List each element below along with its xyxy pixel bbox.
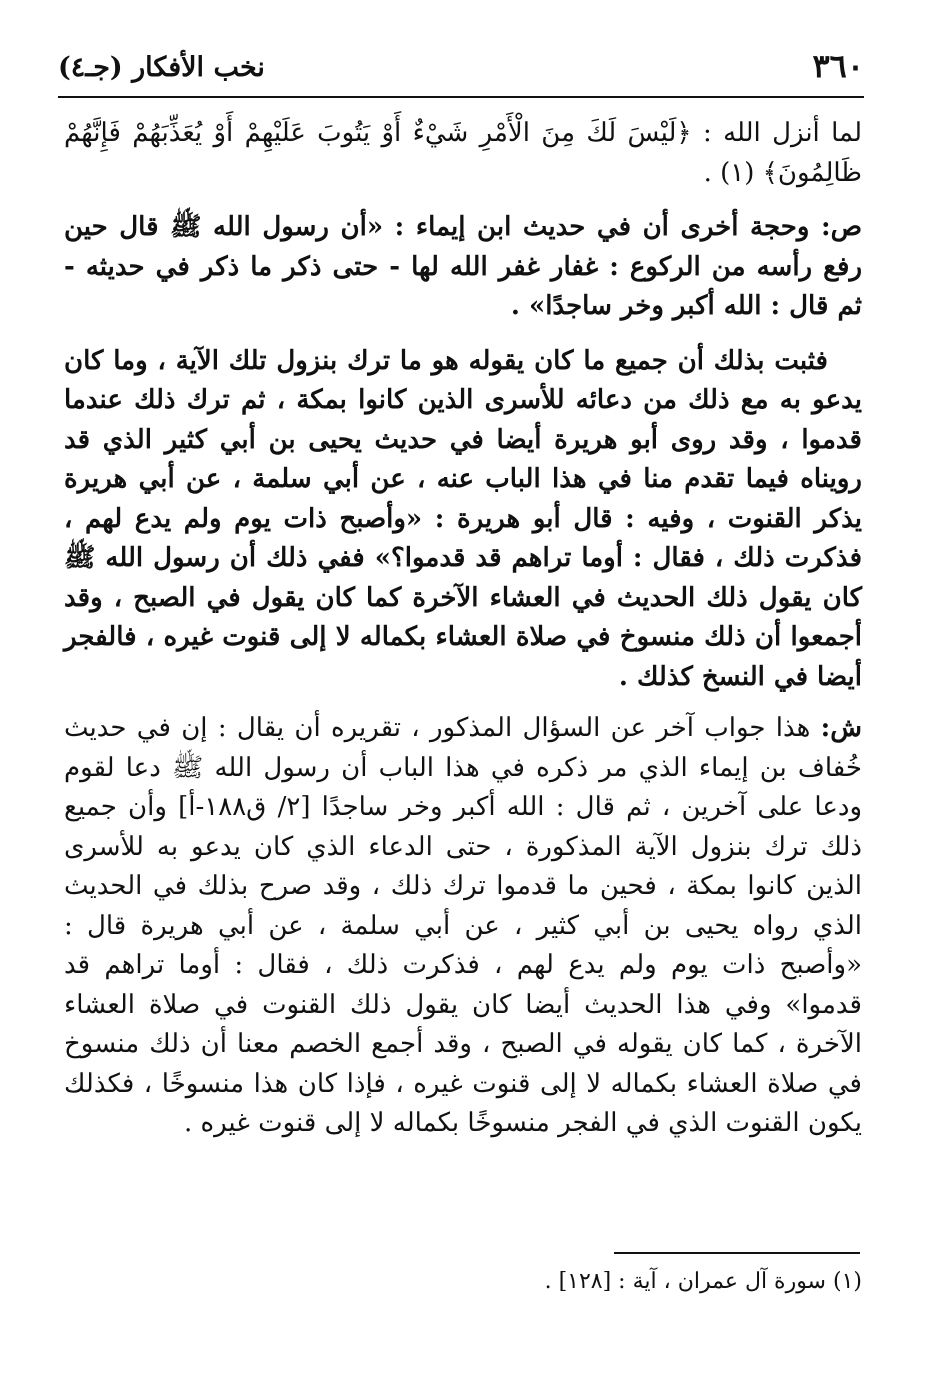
page-number: ٣٦٠	[812, 47, 864, 85]
matn-paragraph	[64, 208, 862, 327]
paragraph-text: هذا جواب آخر عن السؤال المذكور ، تقريره أن يقال : إن في حديث خُفاف بن إيماء الذي مر ذكره في هذا الباب أن رسول الله ﷺ دعا لقوم ودعا على آخرين ، ثم قال : الله أكبر وخر ساجدًا [٢/ ق١٨٨-أ] وأن جميع ذلك ترك بنزول الآية المذكورة ، حتى الدعاء الذي كان يدعو به للأسرى الذين كانوا بمكة ، فحين ما قدموا ترك ذلك ، وقد صرح بذلك في الحديث الذي رواه يحيى بن أبي كثير ، عن أبي سلمة ، عن أبي هريرة قال : «وأصبح ذات يوم ولم يدع لهم ، فذكرت ذلك ، فقال : أوما تراهم قد قدموا» وفي هذا الحديث أيضا كان يقول ذلك القنوت في صلاة العشاء الآخرة ، كما كان يقوله في الصبح ، وقد أجمع الخصم معنا أن ذلك منسوخ في صلاة العشاء بكماله لا إلى قنوت غيره ، فإذا كان هذا منسوخًا ، فكذلك يكون القنوت الذي في الفجر منسوخًا بكماله لا إلى قنوت غيره .	[64, 713, 862, 1138]
running-title: نخب الأفكار (جـ٤)	[58, 52, 265, 83]
paragraph-gap	[64, 697, 862, 709]
quran-verse-paragraph	[64, 114, 862, 193]
sharh-marker: ش:	[820, 713, 862, 743]
paragraph-text: فثبت بذلك أن جميع ما كان يقوله هو ما ترك بنزول تلك الآية ، وما كان يدعو به مع ذلك من دعائه للأسرى الذين كانوا بمكة ، ثم ترك ذلك عندما قدموا ، وقد روى أبو هريرة أيضا في حديث يحيى بن أبي كثير الذي قد رويناه فيما تقدم منا في هذا الباب عنه ، عن أبي سلمة ، عن أبي هريرة يذكر القنوت ، وفيه : قال أبو هريرة : «وأصبح ذات يوم ولم يدع لهم ، فذكرت ذلك ، فقال : أوما تراهم قد قدموا؟» ففي ذلك أن رسول الله ﷺ كان يقول ذلك الحديث في العشاء الآخرة كما كان يقول في الصبح ، وقد أجمعوا أن ذلك منسوخ في صلاة العشاء بكماله لا إلى قنوت غيره ، فالفجر أيضا في النسخ كذلك .	[64, 345, 862, 692]
footnote: (١) سورة آل عمران ، آية : [١٢٨] .	[544, 1269, 862, 1294]
body-text	[64, 114, 862, 1144]
sharh-paragraph	[64, 709, 862, 1144]
paragraph-gap	[64, 327, 862, 342]
header-rule	[58, 96, 864, 98]
paragraph-text: وحجة أخرى أن في حديث ابن إيماء : «أن رسول الله ﷺ قال حين رفع رأسه من الركوع : غفار غفر الله لها - حتى ذكر ما ذكر في حديثه - ثم قال : الله أكبر وخر ساجدًا» .	[64, 212, 862, 321]
matn-marker: ص:	[820, 212, 862, 242]
paragraph-text: لما أنزل الله : ﴿لَيْسَ لَكَ مِنَ الْأَمْرِ شَيْءٌ أَوْ يَتُوبَ عَلَيْهِمْ أَوْ يُعَذِّبَهُمْ فَإِنَّهُمْ ظَالِمُونَ﴾ (١) .	[64, 118, 862, 188]
footnote-rule	[614, 1252, 860, 1254]
matn-continuation-paragraph	[64, 342, 862, 698]
page-header	[58, 42, 864, 94]
paragraph-gap	[64, 193, 862, 208]
